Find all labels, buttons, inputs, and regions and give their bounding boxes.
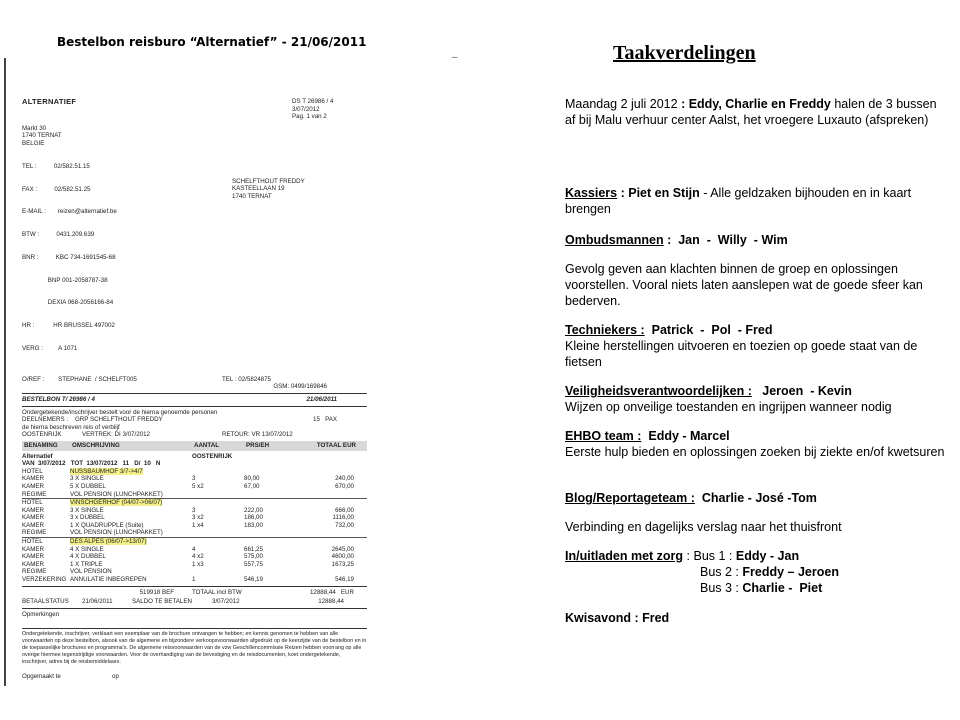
- client-line: KASTEELLAAN 19: [232, 185, 285, 193]
- table-cell: [70, 538, 192, 546]
- table-cell: KAMER: [22, 521, 45, 529]
- table-cell: [70, 468, 192, 476]
- table-row: [22, 514, 367, 522]
- totaal-value: 12888,44 EUR: [309, 588, 354, 596]
- table-cell: HOTEL: [22, 499, 43, 507]
- client-tel: TEL : 02/5824875: [222, 375, 271, 383]
- doc-ds: DS T 26986 / 4: [292, 98, 334, 105]
- ombuds-section: [565, 232, 950, 248]
- bus3-prefix: Bus 3 :: [700, 581, 743, 595]
- address-line: 1740 TERNAT: [22, 132, 62, 140]
- table-cell: 1: [192, 576, 196, 584]
- table-cell: 2645,00: [331, 545, 354, 553]
- veil-label: Veiligheidsverantwoordelijken :: [565, 384, 752, 398]
- client-line: SCHELFTHOUT FREDDY: [232, 177, 305, 185]
- table-cell: REGIME: [22, 529, 47, 537]
- company-contacts: [22, 148, 232, 368]
- table-cell: 186,00: [244, 514, 263, 522]
- inuit-label: In/uitladen met zorg: [565, 549, 684, 563]
- scan-content: [22, 98, 367, 681]
- highlighted-hotel: DES ALPES (06/07->13/07): [70, 538, 147, 546]
- table-row: [22, 537, 367, 546]
- ondergetekende-text: Ondergetekende/inschrijver bestelt voor de hierna genoemde personen: [22, 408, 218, 416]
- table-header: [22, 441, 367, 451]
- table-cell: KAMER: [22, 514, 45, 522]
- table-cell: [192, 468, 244, 476]
- betaal-date: 21/06/2011: [82, 598, 113, 606]
- van-tot: VAN 3/07/2012 TOT 13/07/2012 11 D/ 10 N: [22, 460, 161, 468]
- intro-date: Maandag 2 juli 2012: [565, 97, 678, 111]
- inuit-section: [565, 548, 950, 564]
- saldo-label: SALDO TE BETALEN: [132, 598, 192, 606]
- kwis-line: Kwisavond : Fred: [565, 611, 670, 625]
- table-cell: 1 x4: [192, 521, 204, 529]
- doc-date: 3/07/2012: [292, 105, 320, 113]
- bus2-prefix: Bus 2 :: [700, 565, 743, 579]
- table-cell: 546,19: [335, 576, 354, 584]
- bef: 519918 BEF: [139, 588, 174, 596]
- table-row: [22, 576, 367, 584]
- opmerkingen: Opmerkingen: [22, 610, 60, 618]
- dash-mark: –: [452, 52, 458, 63]
- contact-line: DEXIA 068-2056166-84: [22, 299, 114, 307]
- table-row: [22, 568, 367, 576]
- table-cell: 557,75: [244, 560, 263, 568]
- reis-text: de hierna beschreven reis of verblijf: [22, 423, 120, 431]
- blog-text: Verbinding en dagelijks verslag naar het thuisfront: [565, 520, 842, 534]
- contact-line: BNP 001-2058787-38: [22, 276, 108, 284]
- col-header: BENAMING: [24, 441, 58, 449]
- table-cell: [70, 499, 192, 507]
- opgemaakt: Opgemaakt te: [22, 673, 61, 681]
- veil-names: Jeroen - Kevin: [751, 384, 852, 398]
- intro-names: : Eddy, Charlie en Freddy: [677, 97, 831, 111]
- totaal-label: TOTAAL incl BTW: [192, 588, 242, 596]
- table-cell: 546,19: [244, 576, 263, 584]
- table-cell: 1116,00: [332, 514, 354, 522]
- ehbo-label: EHBO team :: [565, 429, 642, 443]
- table-cell: 4: [192, 545, 196, 553]
- client-address: [232, 178, 305, 368]
- company-address: [22, 125, 367, 148]
- table-cell: [244, 499, 294, 507]
- table-row: [22, 483, 367, 491]
- table-cell: [192, 568, 244, 576]
- table-cell: [192, 538, 244, 546]
- col-header: PRS/EH: [246, 441, 270, 449]
- veil-section: [565, 383, 950, 415]
- ombuds-names: : Jan - Willy - Wim: [663, 233, 788, 247]
- deelnemers: DEELNEMERS : GRP SCHELFTHOUT FREDDY: [22, 416, 163, 424]
- contact-line: TEL : 02/582.51.15: [22, 162, 90, 170]
- col-header: TOTAAL EUR: [316, 441, 356, 449]
- client-line: 1740 TERNAT: [232, 192, 272, 200]
- blog-section: [565, 490, 950, 506]
- contact-line: E-MAIL : reizen@alternatief.be: [22, 208, 117, 216]
- table-cell: KAMER: [22, 482, 45, 490]
- doc-meta: [292, 98, 367, 121]
- bus3-names: Charlie - Piet: [742, 581, 823, 595]
- table-cell: VERZEKERING: [22, 576, 67, 584]
- address-line: BELGIE: [22, 139, 45, 147]
- table-cell: 3 x DUBBEL: [70, 514, 105, 522]
- table-cell: 661,25: [244, 545, 263, 553]
- left-title: Bestelbon reisburo “Alternatief” - 21/06/2011: [57, 35, 367, 49]
- table-cell: KAMER: [22, 560, 45, 568]
- intro-paragraph: [565, 96, 950, 128]
- contact-line: BTW : 0431.209.639: [22, 231, 95, 239]
- table-cell: 670,00: [335, 482, 354, 490]
- order-rows: [22, 468, 367, 584]
- tech-text: Kleine herstellingen uitvoeren en toezien op goede staat van de fietsen: [565, 339, 918, 369]
- bus2-names: Freddy – Jeroen: [742, 565, 839, 579]
- table-cell: VOL PENSION: [70, 568, 112, 576]
- table-row: [22, 491, 367, 499]
- tech-section: [565, 322, 950, 370]
- table-cell: [294, 499, 354, 507]
- table-cell: [244, 468, 294, 476]
- table-cell: [244, 568, 294, 576]
- table-cell: REGIME: [22, 490, 47, 498]
- table-row: [22, 468, 367, 476]
- col-header: OMSCHRIJVING: [72, 441, 120, 449]
- table-cell: HOTEL: [22, 538, 43, 546]
- table-row: [22, 553, 367, 561]
- table-cell: [244, 491, 294, 499]
- table-row: [22, 561, 367, 569]
- table-row: [22, 507, 367, 515]
- table-cell: [294, 529, 354, 537]
- pax: 15 PAX: [313, 416, 337, 424]
- table-cell: [294, 491, 354, 499]
- table-cell: 3: [192, 506, 196, 514]
- contact-line: FAX : 02/582.51.25: [22, 185, 91, 193]
- table-cell: KAMER: [22, 553, 45, 561]
- client-gsm: GSM: 0499/169846: [273, 383, 327, 391]
- address-line: Markt 30: [22, 124, 47, 132]
- table-row: [22, 498, 367, 507]
- table-cell: 1673,25: [331, 560, 354, 568]
- doc-page: Pag. 1 van 2: [292, 113, 327, 121]
- table-cell: 5 x2: [192, 482, 204, 490]
- table-cell: [244, 538, 294, 546]
- kassiers-label: Kassiers: [565, 186, 618, 200]
- highlighted-hotel: NUSSBAUMHOF 3/7->4/7: [70, 467, 143, 475]
- legal-text: Ondergetekende, inschrijver, verklaart een exemplaar van de brochure ontvangen te hebben; en kennis genomen te hebben van alle voorwaarden op deze bestelbon, alsook van de algemene en bijzondere verkoopsvoorwaarden afgedrukt op de keerzijde van de bestelbon en in de toepasselijke brochures en programma's. De algemene reisvoorwaarden van de vzw Geschillencommissie Reizen hebben voorrang op alle overige hiermee tegenstrijdige voorwaarden. Voor de overhandiging van de bevestiging en de reisdocumenten, koet ondergetekende, inschrijver, adres bij de reisbemiddelaars.: [22, 631, 367, 665]
- table-cell: [244, 529, 294, 537]
- table-cell: 240,00: [335, 475, 354, 483]
- blog-label: Blog/Reportageteam :: [565, 491, 695, 505]
- contact-line: BNR : KBC 734-1691545-68: [22, 253, 116, 261]
- table-row: [22, 546, 367, 554]
- betaalstatus: BETAALSTATUS: [22, 598, 69, 606]
- veil-text: Wijzen op onveilige toestanden en ingrijpen wanneer nodig: [565, 400, 892, 414]
- ombuds-label: Ombudsmannen: [565, 233, 664, 247]
- table-cell: 575,00: [244, 553, 263, 561]
- table-cell: KAMER: [22, 545, 45, 553]
- table-cell: 4600,00: [331, 553, 354, 561]
- saldo-date: 3/07/2012: [212, 598, 240, 606]
- bus1-prefix: : Bus 1 :: [683, 549, 736, 563]
- contact-line: VERG : A 1071: [22, 345, 78, 352]
- table-cell: [294, 538, 354, 546]
- kassiers-text: - Alle geldzaken bijhouden en in kaart brengen: [565, 186, 912, 216]
- tech-names: Patrick - Pol - Fred: [644, 323, 773, 337]
- bus3-line: [700, 580, 950, 596]
- ehbo-section: [565, 428, 950, 460]
- opgemaakt-op: op: [112, 673, 119, 681]
- ombuds-text: Gevolg geven aan klachten binnen de groep en oplossingen voorstellen. Vooral niets laten aanslepen wat de goede sfeer kan bederven.: [565, 262, 923, 308]
- table-cell: 4 X SINGLE: [70, 545, 104, 553]
- table-cell: KAMER: [22, 475, 45, 483]
- table-cell: ANNULATIE INBEGREPEN: [70, 576, 147, 584]
- table-row: [22, 522, 367, 530]
- table-cell: REGIME: [22, 568, 47, 576]
- ehbo-names: Eddy - Marcel: [641, 429, 730, 443]
- table-cell: [294, 568, 354, 576]
- table-cell: 4 X DUBBEL: [70, 553, 106, 561]
- highlighted-hotel: VINSCHGERHOF (04/07->06/07): [70, 499, 163, 507]
- destination: OOSTENRIJK: [22, 431, 62, 439]
- tech-label: Techniekers :: [565, 323, 645, 337]
- bestelbon-number: BESTELBON T/ 26986 / 4: [22, 395, 95, 403]
- alt-country: OOSTENRIJK: [192, 452, 233, 460]
- table-cell: [192, 491, 244, 499]
- ehbo-text: Eerste hulp bieden en oplossingen zoeken bij ziekte en/of kwetsuren: [565, 445, 945, 459]
- table-cell: KAMER: [22, 506, 45, 514]
- table-cell: 1 x3: [192, 560, 204, 568]
- table-row: [22, 529, 367, 537]
- vertrek: VERTREK: DI 3/07/2012: [82, 431, 150, 439]
- bus1-names: Eddy - Jan: [735, 549, 800, 563]
- kassiers-names: : Piet en Stijn: [617, 186, 700, 200]
- table-cell: 3 X SINGLE: [70, 475, 104, 483]
- retour: RETOUR: VR 13/07/2012: [222, 431, 293, 439]
- table-cell: 666,00: [335, 506, 354, 514]
- table-cell: 80,00: [244, 475, 260, 483]
- saldo-value: 12888,44: [318, 598, 344, 606]
- blog-names: Charlie - José -Tom: [694, 491, 817, 505]
- table-cell: 3: [192, 475, 196, 483]
- table-cell: 183,00: [244, 521, 263, 529]
- table-cell: [192, 499, 244, 507]
- table-cell: 4 x2: [192, 553, 204, 561]
- alt-label: Alternatief: [22, 452, 53, 460]
- table-cell: [192, 529, 244, 537]
- table-cell: 1 X TRIPLE: [70, 560, 103, 568]
- table-cell: 3 x2: [192, 514, 204, 522]
- table-cell: 5 X DUBBEL: [70, 482, 106, 490]
- table-cell: [294, 468, 354, 476]
- page-title: Taakverdelingen: [613, 42, 756, 64]
- table-cell: VOL PENSION (LUNCHPAKKET): [70, 490, 163, 498]
- col-header: AANTAL: [194, 441, 219, 449]
- table-cell: VOL PENSION (LUNCHPAKKET): [70, 529, 163, 537]
- bestelbon-date: 21/06/2011: [306, 395, 337, 403]
- table-cell: HOTEL: [22, 467, 43, 475]
- bus2-line: [700, 564, 950, 580]
- table-row: [22, 475, 367, 483]
- oref: O/REF : STEPHANE / SCHELFT005: [22, 375, 137, 383]
- table-cell: 67,00: [244, 482, 260, 490]
- company-name: ALTERNATIEF: [22, 97, 77, 106]
- contact-line: HR : HR BRUSSEL 497002: [22, 322, 115, 330]
- intro-text: halen de 3 bussen af bij Malu verhuur center Aalst, het vroegere Luxauto (afspreken): [565, 97, 937, 127]
- table-cell: 3 X SINGLE: [70, 506, 104, 514]
- scanned-order-form: [4, 58, 386, 686]
- table-cell: 732,00: [335, 521, 354, 529]
- kassiers-section: [565, 185, 950, 217]
- table-cell: 222,00: [244, 506, 263, 514]
- table-cell: 1 X QUADRUPPLE (Suite): [70, 521, 144, 529]
